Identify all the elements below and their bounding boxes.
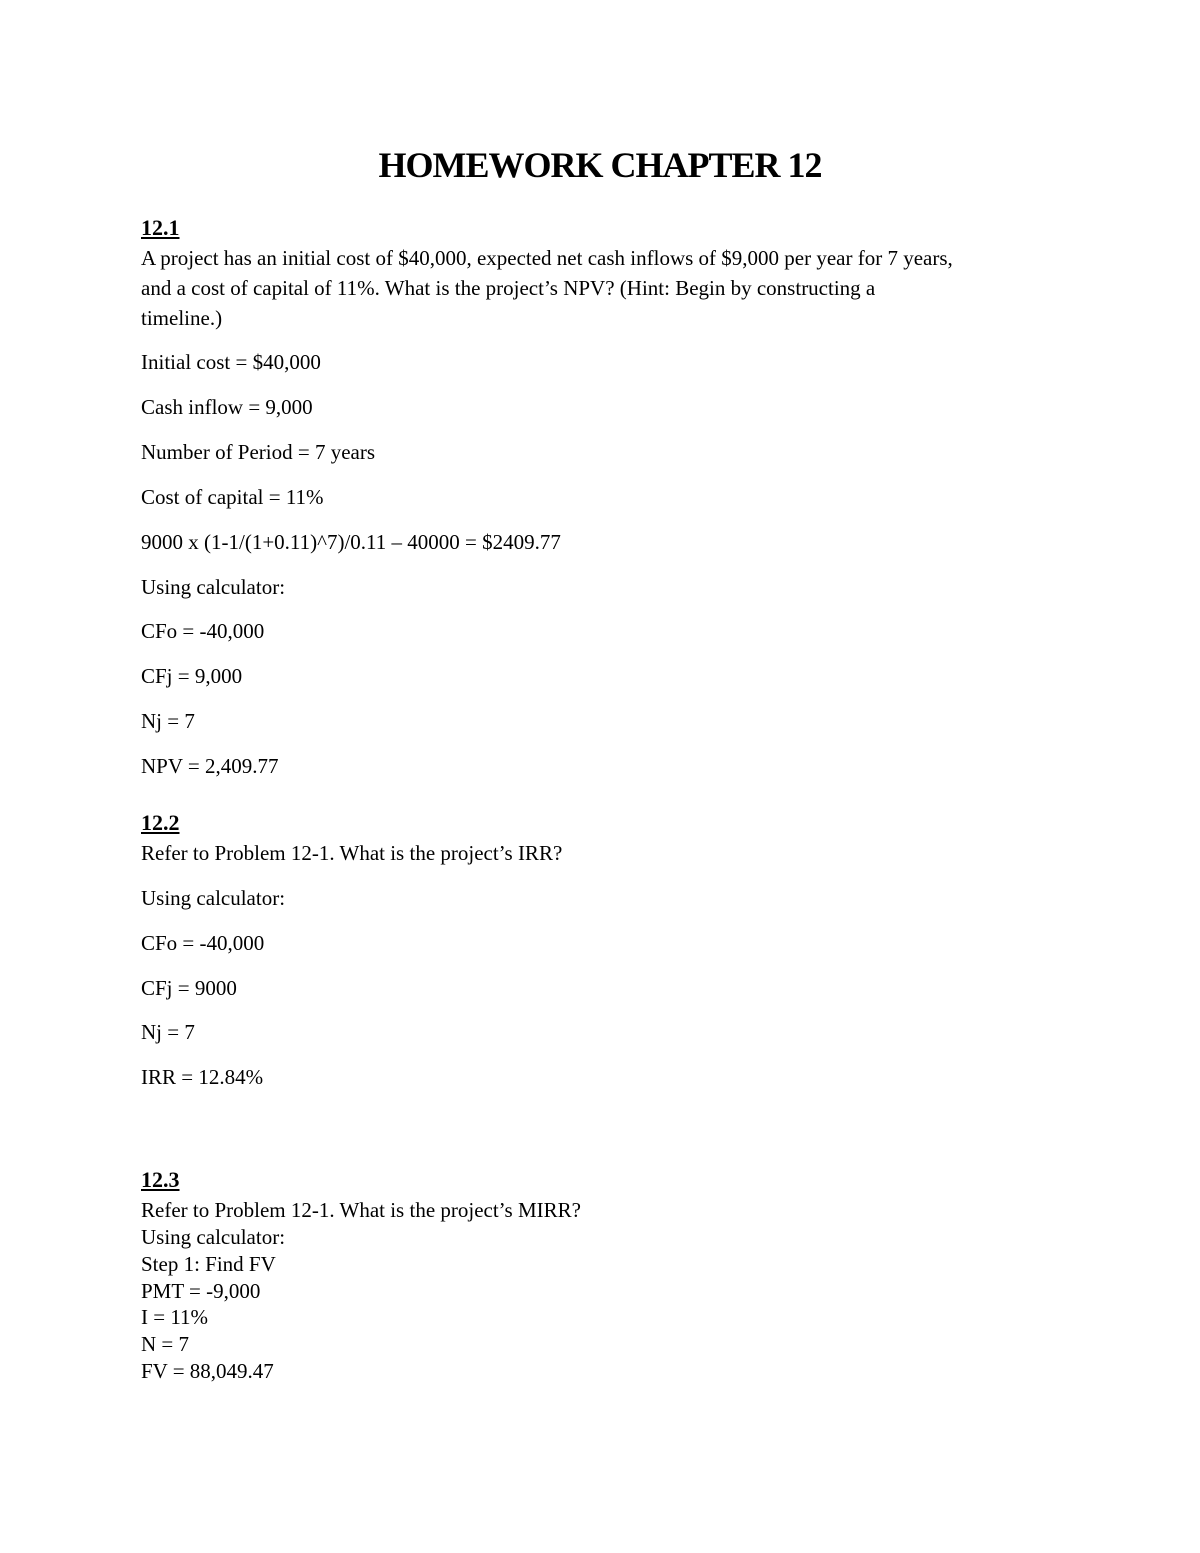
solution-line: Using calculator: [141,1225,286,1249]
problem-1-question [141,243,1071,333]
solution-line: CFo = -40,000 [141,619,265,643]
problem-1-heading: 12.1 [141,215,180,240]
solution-line: Step 1: Find FV [141,1252,276,1276]
problem-3-question: Refer to Problem 12-1. What is the project’s MIRR? [141,1198,581,1222]
solution-line: Cost of capital = 11% [141,485,324,509]
problem-3-heading: 12.3 [141,1167,180,1192]
solution-line: IRR = 12.84% [141,1065,264,1089]
question-line: A project has an initial cost of $40,000, expected net cash inflows of $9,000 per year for 7 years, [141,246,953,270]
solution-line: 9000 x (1-1/(1+0.11)^7)/0.11 – 40000 = $2409.77 [141,530,561,554]
problem-2-question: Refer to Problem 12-1. What is the project’s IRR? [141,841,563,865]
solution-line: NPV = 2,409.77 [141,754,279,778]
solution-line: Cash inflow = 9,000 [141,395,313,419]
solution-line: Number of Period = 7 years [141,440,376,464]
solution-line: N = 7 [141,1332,190,1356]
solution-line: Nj = 7 [141,1020,195,1044]
solution-line: PMT = -9,000 [141,1279,261,1303]
solution-line: Initial cost = $40,000 [141,350,321,374]
question-line: and a cost of capital of 11%. What is the project’s NPV? (Hint: Begin by constructing a [141,276,876,300]
solution-line: CFj = 9000 [141,976,237,1000]
problem-2-heading: 12.2 [141,810,180,835]
question-line: timeline.) [141,306,223,330]
solution-line: CFo = -40,000 [141,931,265,955]
solution-line: FV = 88,049.47 [141,1359,274,1383]
solution-line: Nj = 7 [141,709,195,733]
solution-line: Using calculator: [141,886,286,910]
solution-line: CFj = 9,000 [141,664,243,688]
page-title: HOMEWORK CHAPTER 12 [378,145,822,185]
solution-line: Using calculator: [141,575,286,599]
solution-line: I = 11% [141,1305,209,1329]
